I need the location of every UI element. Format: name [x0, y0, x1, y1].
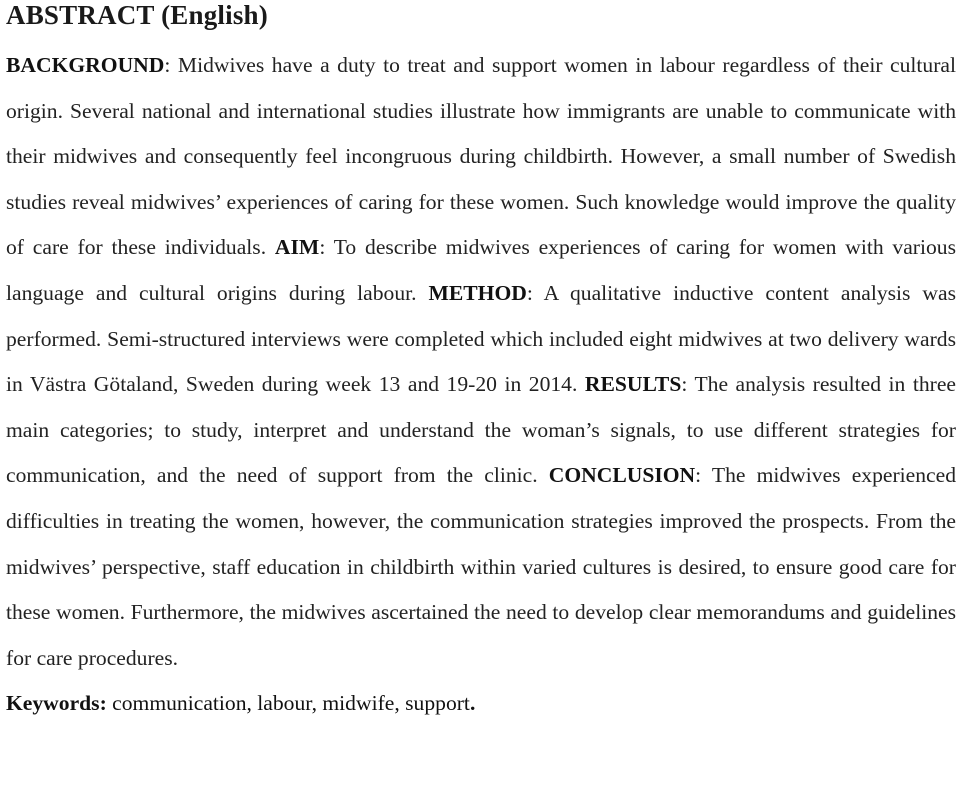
method-heading: METHOD — [428, 280, 527, 305]
keywords-line — [6, 681, 956, 727]
conclusion-heading: CONCLUSION — [548, 463, 696, 488]
method-text: : A qualitative inductive content analysis was performed. Semi-structured interviews were completed which included eight midwives at two delivery wards in Västra Götaland, Sweden during week 13 and 19-20 in 2014. — [6, 280, 956, 397]
results-heading: RESULTS — [584, 372, 682, 397]
keywords-label: Keywords: — [6, 691, 107, 716]
abstract-body — [6, 43, 956, 681]
conclusion-text: : The midwives experienced difficulties in treating the women, however, the communication strategies improved the prospects. From the midwives’ perspective, staff education in childbirth within varied cultures is desired, to ensure good care for these women. Furthermore, the midwives ascertained the need to develop clear memorandums and guidelines for care procedures. — [6, 463, 956, 670]
results-text: : The analysis resulted in three main categories; to study, interpret and understand the woman’s signals, to use different strategies for communication, and the need of support from the clinic. — [6, 372, 956, 488]
background-heading: BACKGROUND — [6, 53, 165, 77]
aim-text: : To describe midwives experiences of caring for women with various language and cultural origins during labour. — [6, 235, 956, 305]
background-text: : Midwives have a duty to treat and support women in labour regardless of their cultural origin. Several national and international studies illustrate how immigrants are unable to communicate with their midwives and consequently feel incongruous during childbirth. However, a small number of Swedish studies reveal midwives’ experiences of caring for these women. Such knowledge would improve the quality of care for these individuals. — [6, 53, 956, 260]
abstract-title: ABSTRACT (English) — [6, 0, 268, 30]
keywords-end: . — [469, 691, 476, 716]
document-page — [6, 0, 956, 727]
keywords-text: communication, labour, midwife, support — [106, 691, 470, 716]
aim-heading: AIM — [274, 235, 320, 260]
